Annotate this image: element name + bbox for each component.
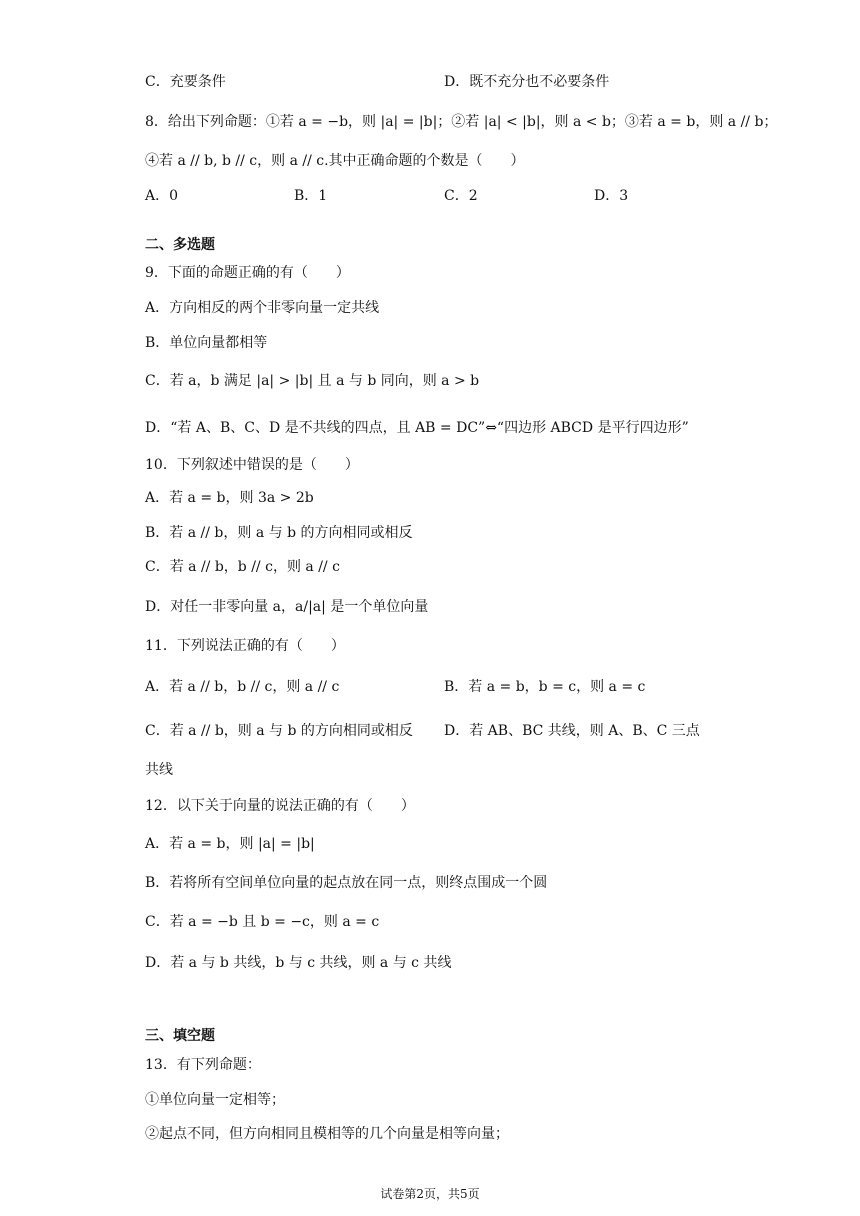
q12-option-b: B．若将所有空间单位向量的起点放在同一点，则终点围成一个圆 (145, 875, 548, 891)
q11-option-d: D．若 AB、BC 共线，则 A、B、C 三点 (444, 723, 700, 739)
q9-option-b: B．单位向量都相等 (145, 335, 268, 351)
q8-option-d: D．3 (594, 188, 629, 204)
q10-option-a: A．若 a = b，则 3a > 2b (145, 490, 314, 506)
section-heading-fill-in: 三、填空题 (145, 1028, 215, 1044)
q9-option-a: A．方向相反的两个非零向量一定共线 (145, 300, 380, 316)
q11-option-b: B．若 a = b，b = c，则 a = c (444, 679, 646, 695)
question-8-line1: 8．给出下列命题：①若 a = −b，则 |a| = |b|；②若 |a| < |b|，则 a < b；③若 a = b，则 a // b； (145, 114, 778, 130)
q9-option-d: D．“若 A、B、C、D 是不共线的四点，且 AB = DC”⇔“四边形 ABCD 是平行四边形” (145, 420, 689, 436)
question-13: 13．有下列命题： (145, 1057, 261, 1073)
option-d-text: D．既不充分也不必要条件 (444, 74, 610, 90)
q11-option-d-continued: 共线 (145, 762, 173, 778)
question-9: 9．下面的命题正确的有（ ） (145, 265, 350, 281)
q8-option-a: A．0 (145, 188, 179, 204)
q8-option-c: C．2 (444, 188, 478, 204)
question-11: 11．下列说法正确的有（ ） (145, 638, 345, 654)
q10-option-d: D．对任一非零向量 a，a/|a| 是一个单位向量 (145, 599, 429, 615)
option-c-text: C．充要条件 (145, 74, 226, 90)
q12-option-a: A．若 a = b，则 |a| = |b| (145, 836, 315, 852)
q10-option-b: B．若 a // b，则 a 与 b 的方向相同或相反 (145, 525, 413, 541)
q12-option-c: C．若 a = −b 且 b = −c，则 a = c (145, 914, 380, 930)
page-footer: 试卷第2页，共5页 (380, 1187, 480, 1201)
q13-statement-2: ②起点不同，但方向相同且模相等的几个向量是相等向量； (145, 1126, 509, 1142)
q11-option-a: A．若 a // b，b // c，则 a // c (145, 679, 340, 695)
q12-option-d: D．若 a 与 b 共线，b 与 c 共线，则 a 与 c 共线 (145, 955, 452, 971)
q8-option-b: B．1 (294, 188, 328, 204)
q11-option-c: C．若 a // b，则 a 与 b 的方向相同或相反 (145, 723, 413, 739)
question-8-line2: ④若 a // b, b // c，则 a // c.其中正确命题的个数是（ ） (145, 153, 525, 169)
section-heading-multiple-choice: 二、多选题 (145, 237, 215, 253)
q10-option-c: C．若 a // b，b // c，则 a // c (145, 559, 340, 575)
q9-option-c: C．若 a，b 满足 |a| > |b| 且 a 与 b 同向，则 a > b (145, 373, 480, 389)
question-12: 12．以下关于向量的说法正确的有（ ） (145, 798, 415, 814)
question-10: 10．下列叙述中错误的是（ ） (145, 457, 359, 473)
q13-statement-1: ①单位向量一定相等； (145, 1092, 285, 1108)
